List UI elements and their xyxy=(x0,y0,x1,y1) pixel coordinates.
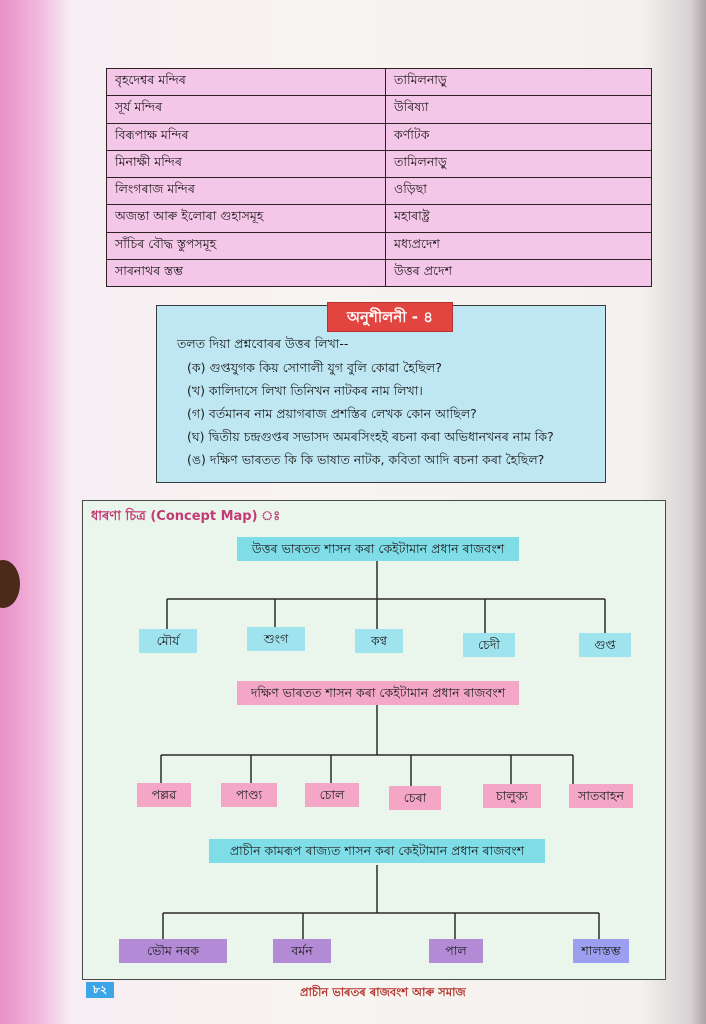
footer-chapter-title: প্ৰাচীন ভাৰতৰ ৰাজবংশ আৰু সমাজ xyxy=(300,985,466,999)
dynasty-node: চোল xyxy=(305,783,359,807)
dynasty-node: চেৰা xyxy=(389,786,441,810)
dynasty-node: পাল xyxy=(429,939,483,963)
exercise-question: (ঘ) দ্বিতীয় চন্দ্ৰগুপ্তৰ সভাসদ অমৰসিংহই ৰচনা কৰা অভিধানখনৰ নাম কি? xyxy=(187,429,554,444)
table-cell: মহাৰাষ্ট্ৰ xyxy=(386,205,652,232)
dynasty-node: সাতবাহন xyxy=(569,784,633,808)
exercise-title: অনুশীলনী - ৪ xyxy=(327,302,453,332)
table-row xyxy=(107,69,652,96)
table-row xyxy=(107,178,652,205)
temple-state-table xyxy=(106,68,652,287)
table-cell: তামিলনাড়ু xyxy=(386,150,652,177)
dynasty-node: চেদী xyxy=(463,633,515,657)
dynasty-node: গুপ্ত xyxy=(579,633,631,657)
table-cell: মধ্যপ্ৰদেশ xyxy=(386,232,652,259)
table-cell: মিনাক্ষী মন্দিৰ xyxy=(107,150,386,177)
table-cell: লিংগৰাজ মন্দিৰ xyxy=(107,178,386,205)
dynasty-node: মৌৰ্য xyxy=(139,629,197,653)
concept-map-connectors xyxy=(83,501,665,979)
south-dynasties-heading: দক্ষিণ ভাৰতত শাসন কৰা কেইটামান প্ৰধান ৰাজবংশ xyxy=(237,681,519,705)
exercise-question: (ক) গুপ্তযুগক কিয় সোণালী যুগ বুলি কোৱা হৈছিল? xyxy=(187,360,442,375)
table-row xyxy=(107,150,652,177)
dynasty-node: কণ্ব xyxy=(355,629,403,653)
page-number: ৮২ xyxy=(86,982,114,998)
dynasty-node: শালস্তম্ভ xyxy=(573,939,629,963)
exercise-question: (গ) বৰ্তমানৰ নাম প্ৰয়াগৰাজ প্ৰশস্তিৰ লেখক কোন আছিল? xyxy=(187,406,477,421)
table-row xyxy=(107,259,652,286)
dynasty-node: পাণ্ড্য xyxy=(221,783,277,807)
concept-map xyxy=(82,500,666,980)
table-cell: সাৰনাথৰ স্তম্ভ xyxy=(107,259,386,286)
table-cell: উৰিষ্যা xyxy=(386,96,652,123)
table-row xyxy=(107,205,652,232)
dynasty-node: ভৌম নৰক xyxy=(119,939,227,963)
table-cell: কৰ্ণাটক xyxy=(386,123,652,150)
exercise-question: (খ) কালিদাসে লিখা তিনিখন নাটকৰ নাম লিখা। xyxy=(187,383,423,398)
dynasty-node: শুংগ xyxy=(247,627,305,651)
exercise-intro: তলত দিয়া প্ৰশ্নবোৰৰ উত্তৰ লিখা-- xyxy=(177,336,349,351)
table-row xyxy=(107,232,652,259)
table-row xyxy=(107,96,652,123)
north-dynasties-heading: উত্তৰ ভাৰতত শাসন কৰা কেইটামান প্ৰধান ৰাজবংশ xyxy=(237,537,519,561)
concept-map-title: ধাৰণা চিত্ৰ (Concept Map) ঃ xyxy=(91,509,281,524)
table-cell: বিৰূপাক্ষ মন্দিৰ xyxy=(107,123,386,150)
table-cell: অজন্তা আৰু ইলোৰা গুহাসমূহ xyxy=(107,205,386,232)
dynasty-node: পল্লৱ xyxy=(137,783,191,807)
table-cell: বৃহদেশ্বৰ মন্দিৰ xyxy=(107,69,386,96)
table-cell: সাঁচিৰ বৌদ্ধ স্তুপসমূহ xyxy=(107,232,386,259)
table-cell: উত্তৰ প্ৰদেশ xyxy=(386,259,652,286)
exercise-question: (ঙ) দক্ষিণ ভাৰতত কি কি ভাষাত নাটক, কবিতা আদি ৰচনা কৰা হৈছিল? xyxy=(187,452,545,467)
table-cell: সূৰ্য মন্দিৰ xyxy=(107,96,386,123)
exercise-box xyxy=(156,305,606,483)
table-cell: তামিলনাড়ু xyxy=(386,69,652,96)
table-cell: ওড়িছা xyxy=(386,178,652,205)
dynasty-node: চালুক্য xyxy=(483,784,541,808)
dynasty-node: বৰ্মন xyxy=(273,939,331,963)
binding-hole xyxy=(0,560,20,608)
table-row xyxy=(107,123,652,150)
kamarupa-dynasties-heading: প্ৰাচীন কামৰূপ ৰাজ্যত শাসন কৰা কেইটামান প্ৰধান ৰাজবংশ xyxy=(209,839,545,863)
